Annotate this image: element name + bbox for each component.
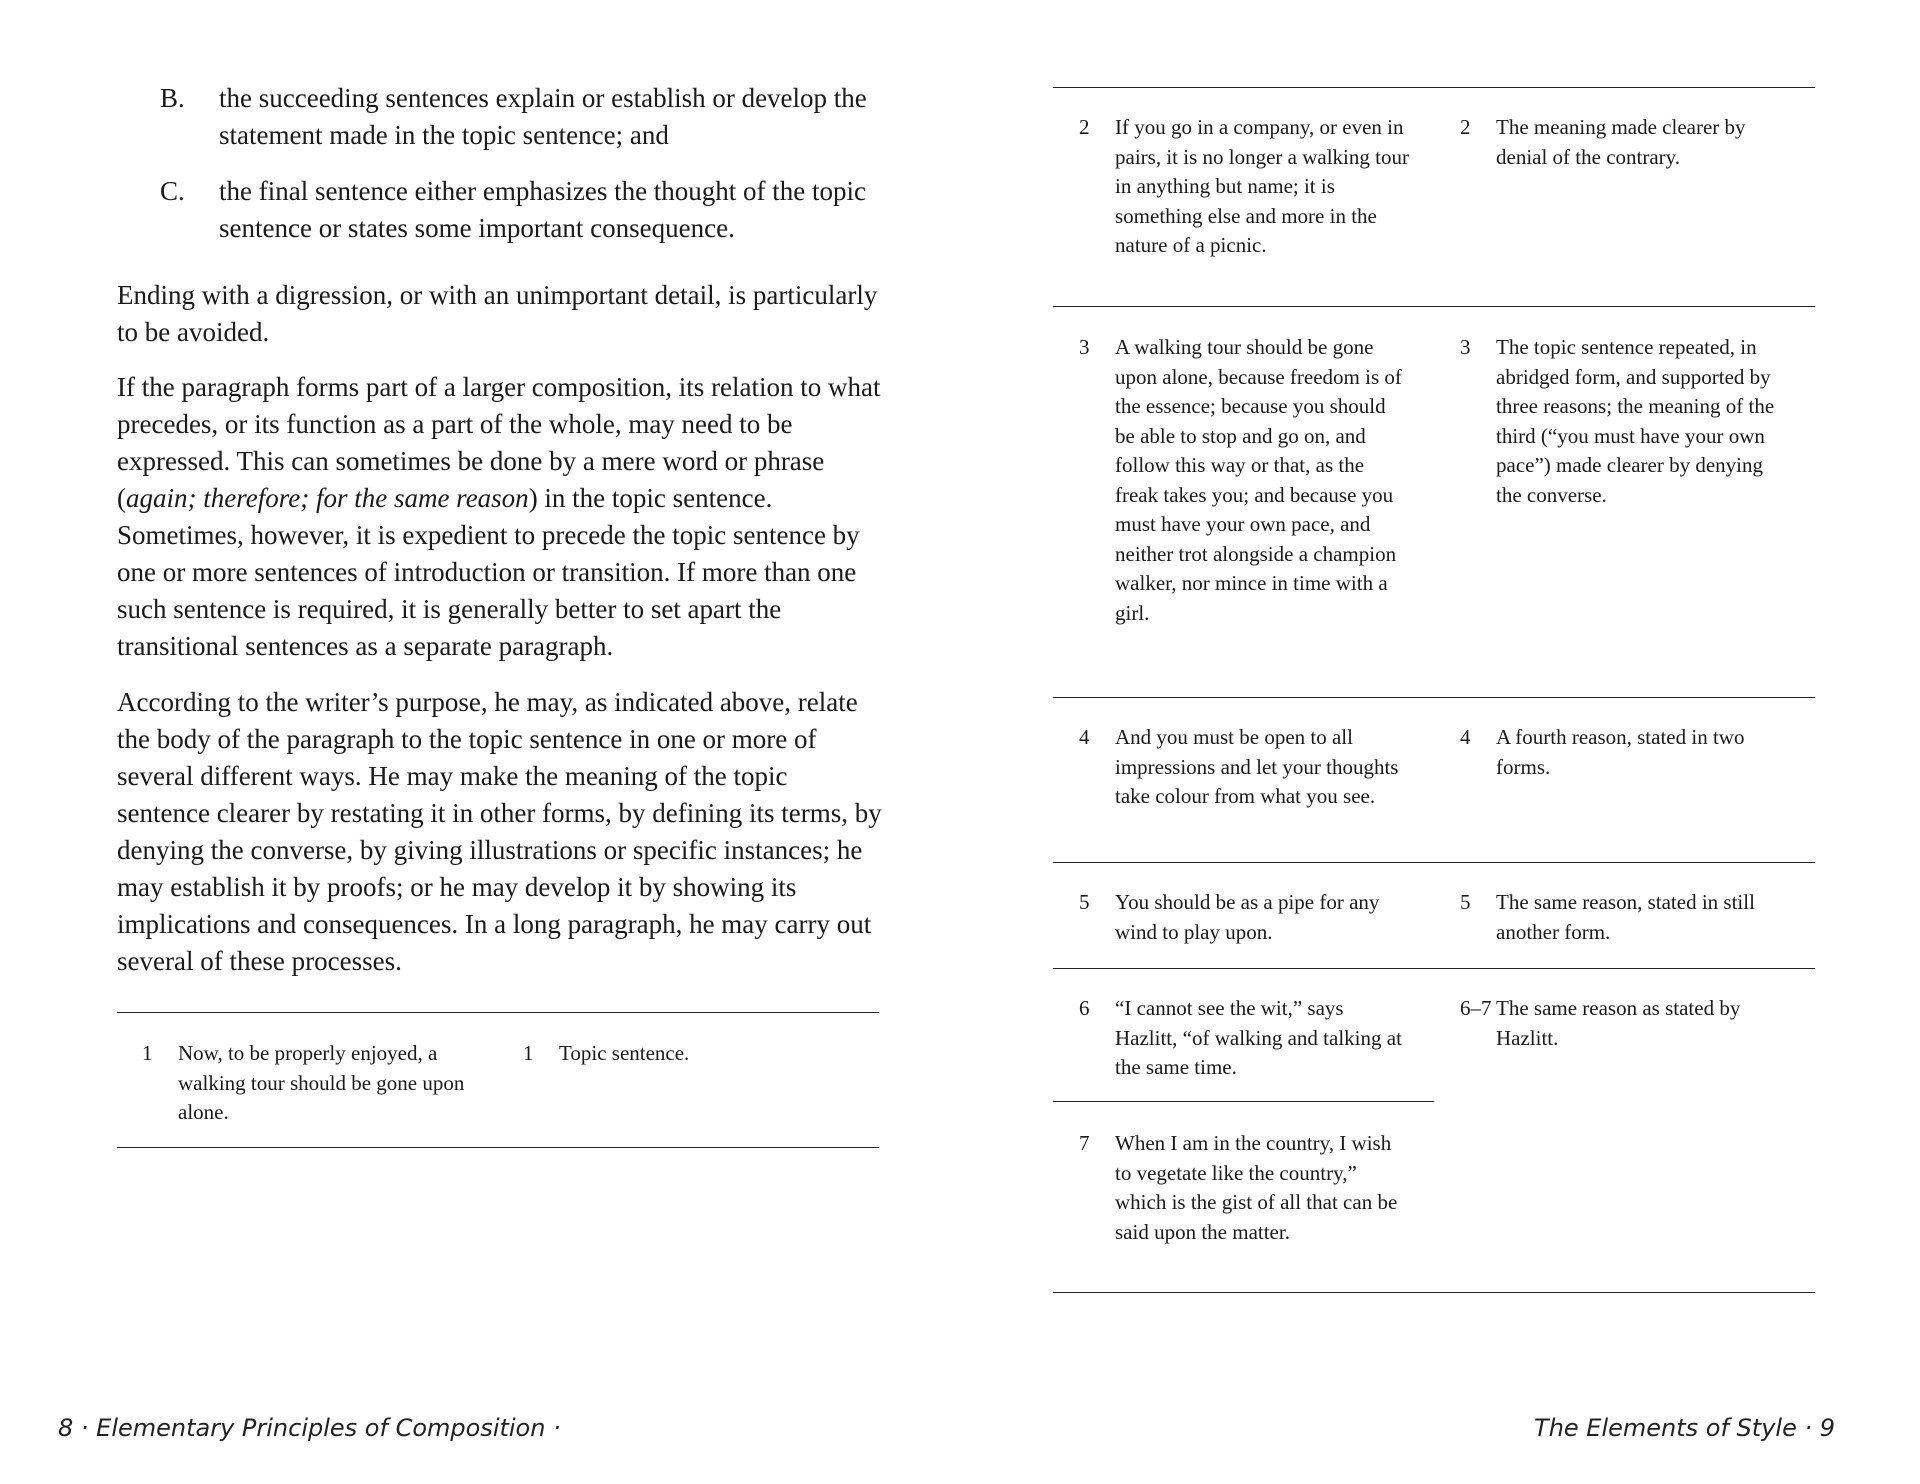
table-note-cell <box>1460 888 1790 947</box>
table-text-cell <box>142 1039 472 1128</box>
row-text: If you go in a company, or even in pairs, it is no longer a walking tour in anything but name; it is something else and more in the nature of a picnic. <box>1115 115 1409 257</box>
italic-phrase: again; therefore; for the same reason <box>126 483 529 513</box>
paragraph-transition <box>117 369 887 665</box>
note-text: Topic sentence. <box>559 1041 690 1065</box>
row-number: 4 <box>1079 725 1090 749</box>
row-number: 2 <box>1079 115 1090 139</box>
list-item-b <box>160 80 900 154</box>
note-number: 5 <box>1460 890 1471 914</box>
note-number: 3 <box>1460 335 1471 359</box>
table-text-cell <box>1079 1129 1409 1247</box>
note-number: 4 <box>1460 725 1471 749</box>
table-note-cell <box>1460 723 1790 782</box>
row-text: Now, to be properly enjoyed, a walking tour should be gone upon alone. <box>178 1041 465 1124</box>
row-number: 5 <box>1079 890 1090 914</box>
list-text: the succeeding sentences explain or establish or develop the statement made in the topic sentence; and <box>219 83 867 150</box>
list-text: the final sentence either emphasizes the thought of the topic sentence or states some important consequence. <box>219 176 867 243</box>
note-number: 2 <box>1460 115 1471 139</box>
paragraph-text: If the paragraph forms part of a larger composition, its relation to what precedes, or its function as a part of the whole, may need to be expressed. This can sometimes be done by a mere word or phrase ( <box>117 372 881 513</box>
table-text-cell <box>1079 888 1409 947</box>
table-rule <box>117 1147 879 1148</box>
row-text: “I cannot see the wit,” says Hazlitt, “of walking and talking at the same time. <box>1115 996 1402 1079</box>
table-rule <box>1053 968 1815 969</box>
note-text: The meaning made clearer by denial of the contrary. <box>1496 115 1746 169</box>
note-text: A fourth reason, stated in two forms. <box>1496 725 1745 779</box>
table-note-cell <box>1460 994 1790 1053</box>
table-rule <box>1053 87 1815 88</box>
list-item-c <box>160 173 900 247</box>
table-rule <box>1053 697 1815 698</box>
paragraph-purpose: According to the writer’s purpose, he may, as indicated above, relate the body of the paragraph to the topic sentence in one or more of several different ways. He may make the meaning of the topic sentence clearer by restating it in other forms, by defining its terms, by denying the converse, by giving illustrations or specific instances; he may establish it by proofs; or he may develop it by showing its implications and consequences. In a long paragraph, he may carry out several of these processes. <box>117 687 882 976</box>
table-rule <box>117 1012 879 1013</box>
note-text: The same reason, stated in still another form. <box>1496 890 1755 944</box>
table-text-cell <box>1079 723 1409 812</box>
table-rule <box>1053 1101 1434 1102</box>
table-text-cell <box>1079 333 1409 628</box>
row-number: 6 <box>1079 996 1090 1020</box>
row-text: When I am in the country, I wish to vegetate like the country,” which is the gist of all that can be said upon the matter. <box>1115 1131 1398 1244</box>
table-note-cell <box>1460 113 1790 172</box>
right-page <box>960 0 1920 1484</box>
table-rule <box>1053 862 1815 863</box>
row-text: A walking tour should be gone upon alone, because freedom is of the essence; because you should be able to stop and go on, and follow this way or that, as the freak takes you; and because you must have your own pace, and neither trot alongside a champion walker, nor mince in time with a girl. <box>1115 335 1402 625</box>
page-footer-right: The Elements of Style · 9 <box>1534 1414 1835 1442</box>
note-number: 1 <box>523 1041 534 1065</box>
table-text-cell <box>1079 113 1409 261</box>
list-marker: C. <box>160 176 185 206</box>
note-text: The same reason as stated by Hazlitt. <box>1496 996 1741 1050</box>
table-text-cell <box>1079 994 1409 1083</box>
list-marker: B. <box>160 83 185 113</box>
row-number: 3 <box>1079 335 1090 359</box>
row-text: And you must be open to all impressions and let your thoughts take colour from what you see. <box>1115 725 1399 808</box>
page-footer-left: 8 · Elementary Principles of Composition · <box>58 1414 561 1442</box>
row-number: 7 <box>1079 1131 1090 1155</box>
table-note-cell <box>523 1039 853 1069</box>
note-number: 6–7 <box>1460 996 1492 1020</box>
table-rule <box>1053 1292 1815 1293</box>
paragraph-digression: Ending with a digression, or with an unimportant detail, is particularly to be avoided. <box>117 280 878 347</box>
table-note-cell <box>1460 333 1790 510</box>
table-rule <box>1053 306 1815 307</box>
row-number: 1 <box>142 1041 153 1065</box>
paragraph-text: ) in the topic sentence. Sometimes, however, it is expedient to precede the topic sentence by one or more sentences of introduction or transition. If more than one such sentence is required, it is generally better to set apart the transitional sentences as a separate paragraph. <box>117 483 860 661</box>
row-text: You should be as a pipe for any wind to play upon. <box>1115 890 1380 944</box>
note-text: The topic sentence repeated, in abridged form, and supported by three reasons; the meaning of the third (“you must have your own pace”) made clearer by denying the converse. <box>1496 335 1775 507</box>
